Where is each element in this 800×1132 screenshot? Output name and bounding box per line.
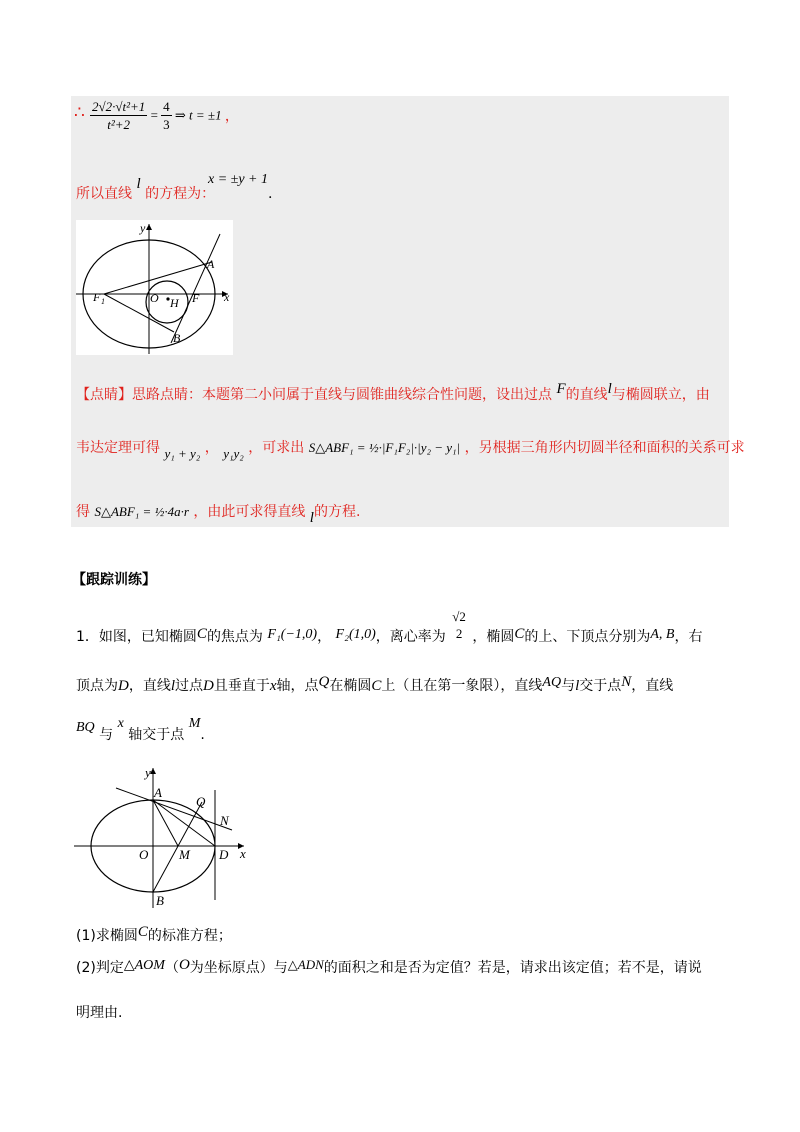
eq-result: ⇒ t = ±1 (174, 107, 222, 123)
comment-sum: y₁ + y₂ (164, 446, 201, 461)
var-x: x (269, 678, 277, 694)
fig1-label-o: O (150, 291, 159, 305)
question-line-3 (76, 716, 205, 744)
comment-sep: ， (204, 440, 219, 456)
q1-text-f: ，右 (674, 629, 703, 645)
comment-line-3 (76, 501, 361, 526)
equation-row (74, 103, 85, 123)
q2-text-g: 上（且在第一象限），直线 (381, 678, 543, 694)
comment-text-2c: ，另根据三角形内切圆半径和面积的关系可求 (464, 440, 745, 456)
fig2-label-d: D (219, 847, 229, 862)
sub1-text-a: (1)求椭圆 (76, 928, 138, 944)
comment-text-1b: 的直线 (565, 387, 608, 403)
line-tail: . (268, 186, 273, 202)
q1-text-d: ，椭圆 (472, 629, 515, 645)
comment-text-2b: ，可求出 (248, 440, 305, 456)
triangle-adn: △ADN (287, 957, 324, 972)
subquestion-2 (76, 957, 702, 977)
comment-text-2a: 韦达定理可得 (76, 440, 160, 456)
fig2-label-x: x (240, 846, 246, 861)
q2-text-i: 交于点 (579, 678, 622, 694)
comment-text-3c: 的方程. (313, 504, 361, 520)
comment-tag: 【点睛】 (76, 387, 132, 403)
practice-heading: 【跟踪训练】 (72, 572, 156, 588)
var-c-3: C (371, 678, 382, 694)
var-c-4: C (137, 924, 148, 940)
equation-fraction (90, 98, 239, 133)
comment-var-l: l (607, 381, 612, 397)
comment-line-2 (76, 437, 745, 461)
q1-text-a: 1．如图，已知椭圆 (76, 629, 197, 645)
subquestion-2-cont: 明理由. (76, 1005, 123, 1021)
var-o: O (178, 957, 190, 973)
eq-rhs-denominator: 3 (163, 117, 170, 132)
line-prefix: 所以直线 (76, 186, 132, 202)
comment-area-formula: S△ABF₁ = ½·|F₁F₂|·|y₂ − y₁| (308, 440, 461, 455)
eq-denominator: t²+2 (107, 117, 131, 132)
focus-f1: F₁(−1,0) (267, 627, 318, 642)
therefore-symbol: ∴ (74, 103, 85, 123)
question-line-1 (76, 609, 703, 654)
vertices-ab: A, B (650, 627, 675, 642)
q2-text-c: 过点 (175, 678, 204, 694)
comment-text-3b: ，由此可求得直线 (193, 504, 306, 520)
comment-line-1 (76, 381, 710, 404)
var-n: N (621, 674, 632, 690)
q1-text-e: 的上、下顶点分别为 (524, 629, 651, 645)
ellipse-figure-2 (72, 760, 252, 910)
var-q: Q (318, 674, 330, 690)
q2-text-h: 与 (561, 678, 576, 694)
var-l-q2: l (575, 678, 580, 694)
line-eq: x = ±y + 1 (208, 172, 269, 187)
fig2-label-o: O (139, 847, 149, 862)
fig2-label-b: B (156, 893, 164, 908)
eq-rhs-numerator: 4 (163, 99, 170, 114)
fig1-label-h: H (170, 296, 179, 310)
q2-text-d: 且垂直于 (213, 678, 270, 694)
fig2-label-a: A (154, 785, 162, 800)
q1-text-b: 的焦点为 (206, 629, 263, 645)
q1-text-c: ，离心率为 (375, 629, 446, 645)
segment-aq: AQ (542, 675, 562, 690)
eq-tail: ， (224, 108, 239, 125)
fig1-label-x: x (224, 290, 230, 304)
q2-text-e: 轴，点 (276, 678, 319, 694)
ecc-den: 2 (455, 626, 463, 641)
ecc-num: √2 (452, 609, 466, 624)
var-x-2: x (117, 716, 124, 731)
var-d: D (118, 678, 129, 694)
q3-text-b: 轴交于点 (128, 727, 185, 743)
segment-bq: BQ (76, 720, 95, 735)
q3-text-a: 与 (99, 727, 114, 743)
sub2-text-a: (2)判定 (76, 960, 124, 976)
fig1-label-f1-sub: 1 (101, 297, 105, 306)
fig1-label-b: B (173, 331, 181, 345)
q2-text-a: 顶点为 (76, 678, 118, 694)
comment-var-l2: l (309, 510, 314, 526)
line-mid: 的方程为： (145, 186, 216, 202)
sub2-text-b: （ (164, 960, 179, 976)
fig1-label-a: A (207, 257, 215, 271)
comment-area-formula-2: S△ABF₁ = ½·4a·r (94, 504, 189, 519)
ellipse-figure-1 (76, 220, 233, 355)
fig1-label-f: F (192, 291, 200, 305)
comment-text-1: 思路点睛：本题第二小问属于直线与圆锥曲线综合性问题，设出过点 (132, 387, 552, 403)
fig1-label-y: y (140, 221, 146, 235)
comment-prod: y₁y₂ (223, 446, 244, 461)
comment-text-1c: 与椭圆联立，由 (611, 387, 710, 403)
comment-text-3a: 得 (76, 504, 90, 520)
sub1-text-b: 的标准方程； (147, 928, 232, 944)
q1-comma: ， (317, 629, 332, 645)
question-line-2 (76, 675, 673, 695)
fig2-label-q: Q (196, 794, 206, 809)
var-d-2: D (203, 678, 214, 694)
fig2-label-m: M (179, 847, 190, 862)
var-m: M (188, 716, 201, 731)
fig2-label-n: N (220, 813, 229, 828)
q2-text-j: ，直线 (631, 678, 674, 694)
eq-equals: = (150, 107, 158, 123)
subquestion-1 (76, 925, 232, 945)
comment-var-f: F (556, 381, 566, 397)
line-equation-row (76, 176, 216, 203)
sub2-text-c: 为坐标原点）与 (189, 960, 288, 976)
var-c: C (196, 626, 207, 642)
var-l-q: l (170, 678, 176, 694)
triangle-aom: △AOM (123, 958, 165, 973)
eccentricity-fraction (450, 608, 468, 642)
focus-f2: F₂(1,0) (335, 627, 376, 642)
eq-numerator: 2√2·√t²+1 (92, 99, 146, 114)
q3-text-c: . (200, 727, 205, 743)
fig1-label-f1: F (93, 290, 101, 304)
q2-text-f: 在椭圆 (329, 678, 372, 694)
var-c-2: C (514, 626, 525, 642)
sub2-text-d: 的面积之和是否为定值？若是，请求出该定值；若不是，请说 (323, 960, 702, 976)
fig2-label-y: y (145, 765, 151, 780)
line-var: l (136, 176, 141, 192)
q2-text-b: ，直线 (128, 678, 171, 694)
